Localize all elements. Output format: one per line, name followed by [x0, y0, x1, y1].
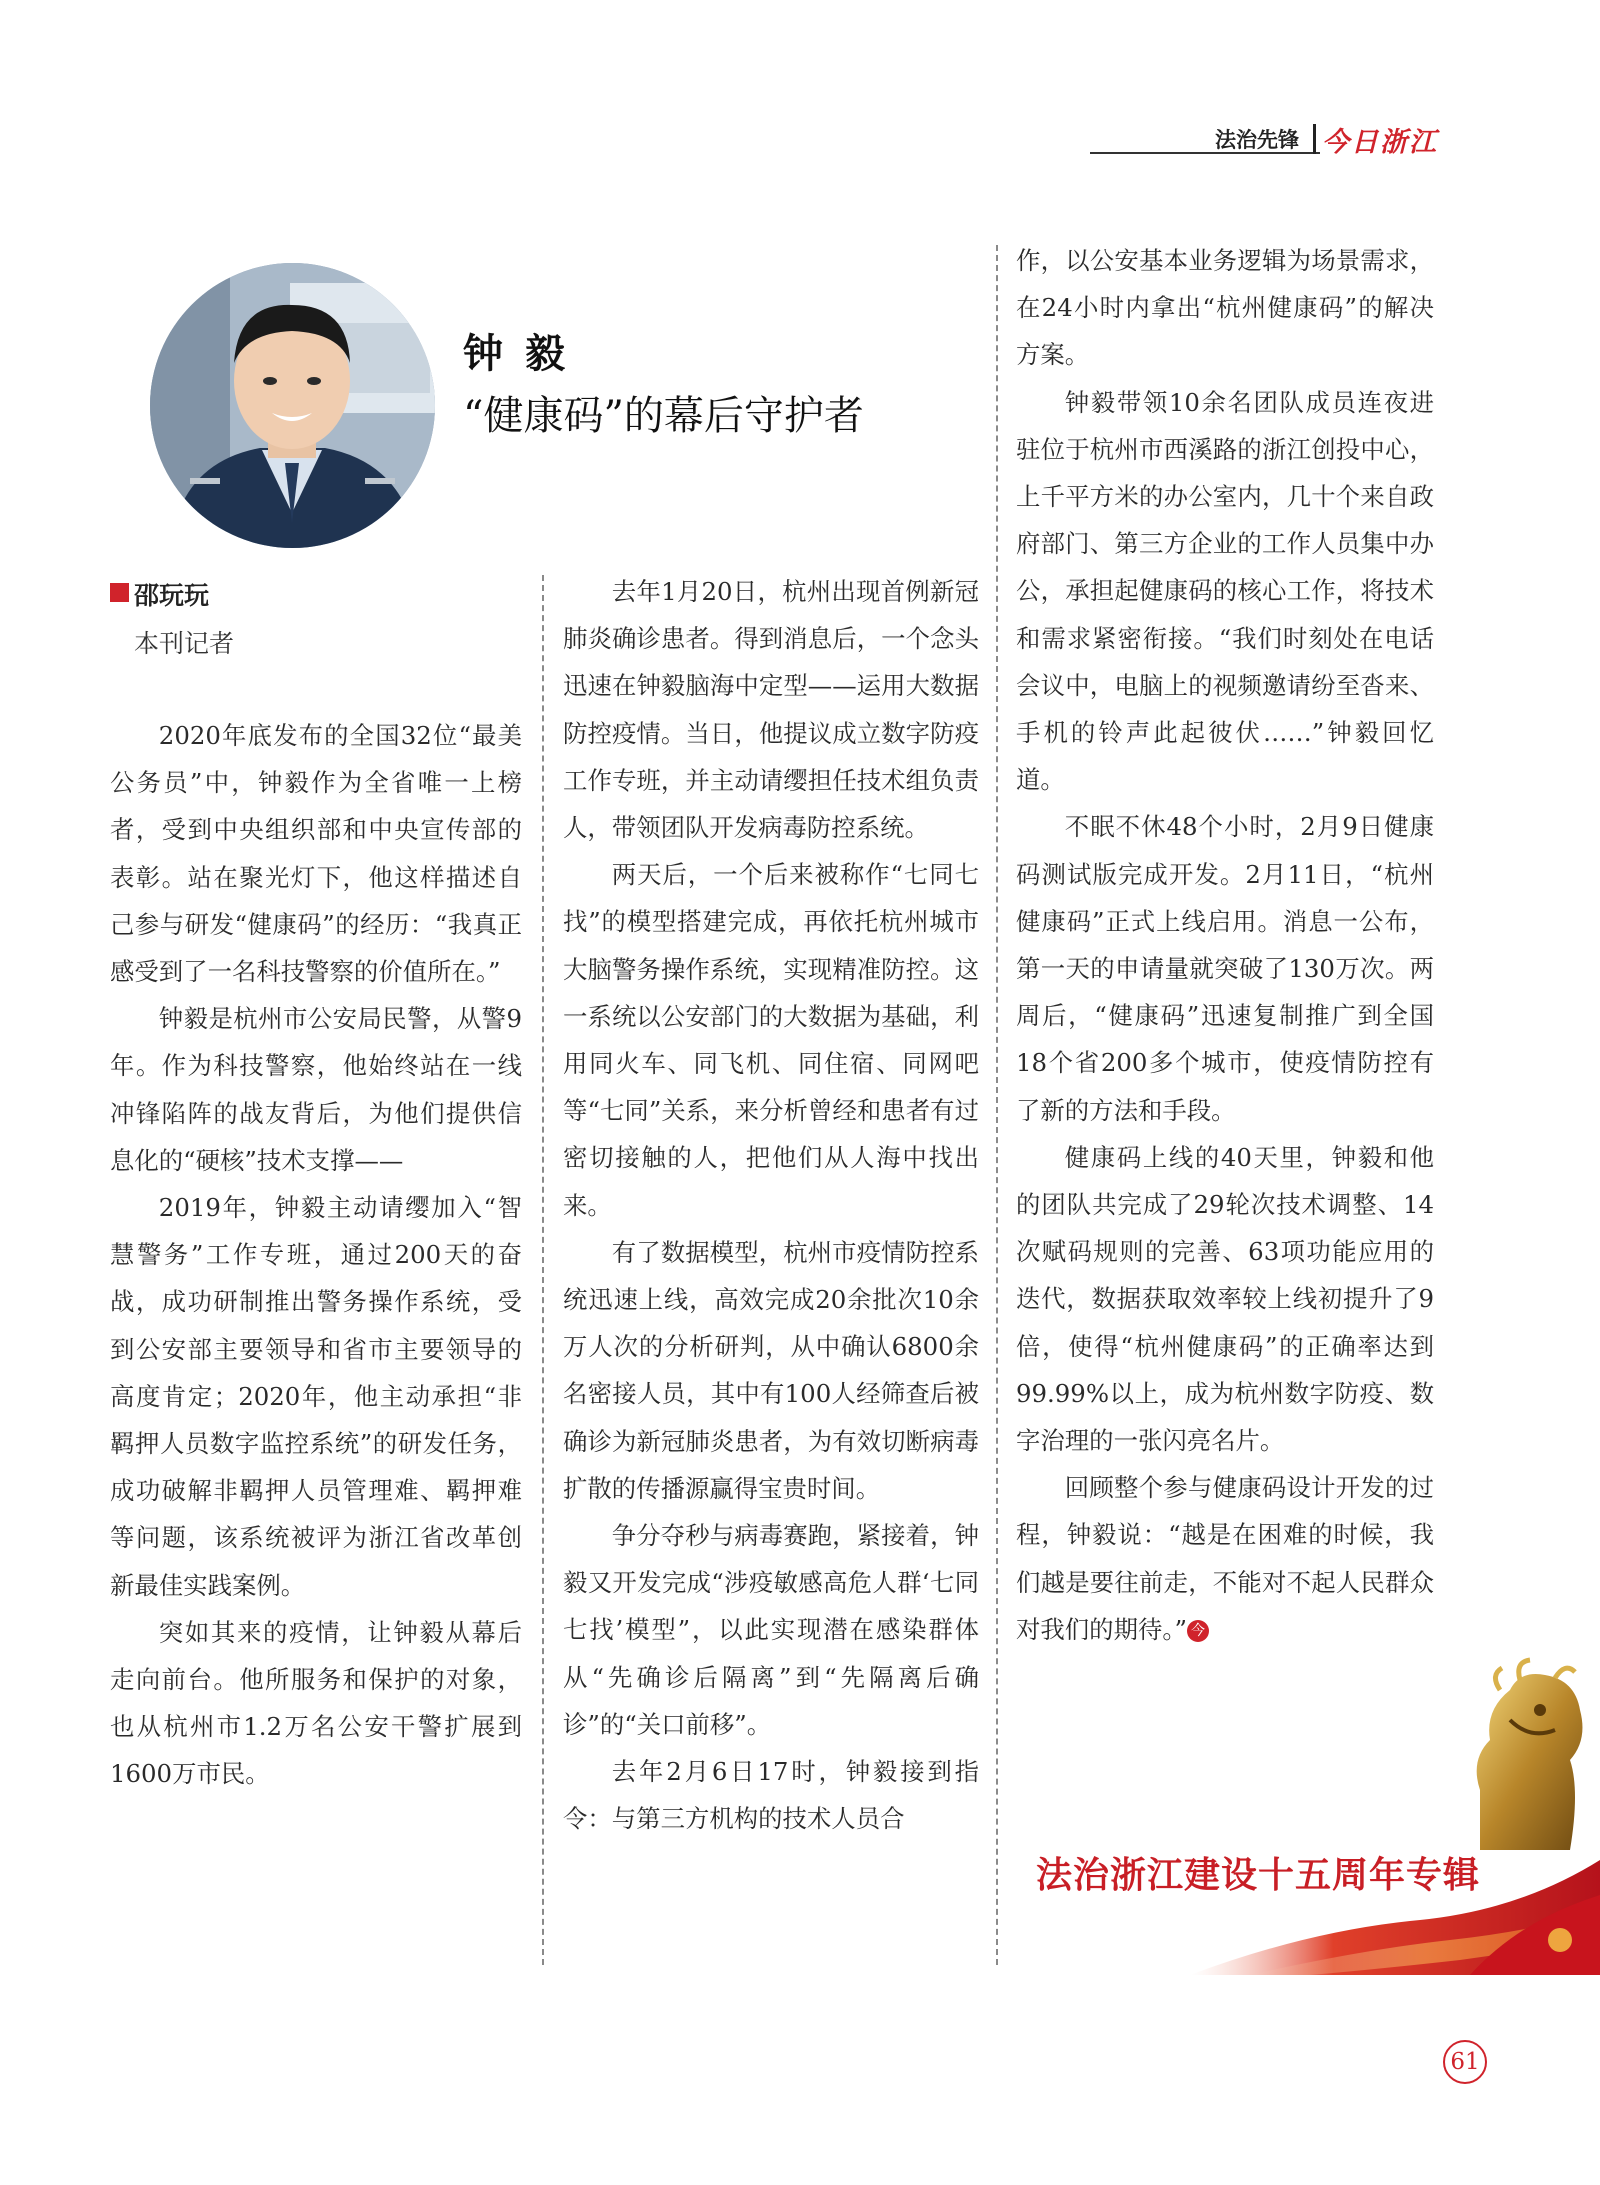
paragraph: 去年2月6日17时，钟毅接到指令：与第三方机构的技术人员合 — [563, 1757, 979, 1834]
end-mark-icon: 今 — [1187, 1620, 1209, 1642]
portrait-photo — [150, 263, 435, 548]
paragraph-text: 回顾整个参与健康码设计开发的过程，钟毅说：“越是在困难的时候，我们越是要往前走，不能对不起人民群众对我们的期待。” — [1016, 1473, 1434, 1644]
special-edition-banner: 法治浙江建设十五周年专辑 — [1036, 1855, 1481, 1896]
paragraph: 钟毅带领10余名团队成员连夜进驻位于杭州市西溪路的浙江创投中心，上千平方米的办公室内，几十个来自政府部门、第三方企业的工作人员集中办公，承担起健康码的核心工作，将技术和需求紧密衔接。“我们时刻处在电话会议中，电脑上的视频邀请纷至沓来、手机的铃声此起彼伏……”钟毅回忆道。 — [1016, 387, 1434, 795]
paragraph: 争分夺秒与病毒赛跑，紧接着，钟毅又开发完成“涉疫敏感高危人群‘七同七找’模型”，以此实现潜在感染群体从“先确诊后隔离”到“先隔离后确诊”的“关口前移”。 — [563, 1521, 979, 1739]
paragraph: 突如其来的疫情，让钟毅从幕后走向前台。他所服务和保护的对象，也从杭州市1.2万名公安干警扩展到1600万市民。 — [110, 1617, 522, 1789]
paragraph: 2019年，钟毅主动请缨加入“智慧警务”工作专班，通过200天的奋战，成功研制推出警务操作系统，受到公安部主要领导和省市主要领导的高度肯定；2020年，他主动承担“非羁押人员数字监控系统”的研发任务，成功破解非羁押人员管理难、羁押难等问题，该系统被评为浙江省改革创新最佳实践案例。 — [110, 1193, 522, 1600]
magazine-brand-logo: 今日浙江 — [1322, 127, 1438, 158]
paragraph: 不眠不休48个小时，2月9日健康码测试版完成开发。2月11日，“杭州健康码”正式上线启用。消息一公布，第一天的申请量就突破了130万次。两周后，“健康码”迅速复制推广到全国18个省200多个城市，使疫情防控有了新的方法和手段。 — [1016, 812, 1434, 1125]
paragraph: 有了数据模型，杭州市疫情防控系统迅速上线，高效完成20余批次10余万人次的分析研判，从中确认6800余名密接人员，其中有100人经筛查后被确诊为新冠肺炎患者，为有效切断病毒扩散的传播源赢得宝贵时间。 — [563, 1237, 979, 1503]
article-column-3 — [1016, 237, 1434, 1653]
byline-role: 本刊记者 — [134, 629, 235, 658]
paragraph: 健康码上线的40天里，钟毅和他的团队共完成了29轮次技术调整、14次赋码规则的完善、63项功能应用的迭代，数据获取效率较上线初提升了9倍，使得“杭州健康码”的正确率达到99.99%以上，成为杭州数字防疫、数字治理的一张闪亮名片。 — [1016, 1142, 1434, 1456]
header-separator — [1313, 124, 1316, 154]
paragraph-continuation: 作，以公安基本业务逻辑为场景需求，在24小时内拿出“杭州健康码”的解决方案。 — [1016, 246, 1434, 370]
paragraph-last — [1016, 1464, 1434, 1653]
page-number: 61 — [1443, 2040, 1487, 2084]
article-column-1 — [110, 712, 522, 1798]
column-divider — [996, 245, 998, 1965]
byline-author: 邵玩玩 — [134, 581, 210, 610]
byline-marker — [110, 583, 129, 602]
paragraph: 2020年底发布的全国32位“最美公务员”中，钟毅作为全省唯一上榜者，受到中央组织部和中央宣传部的表彰。站在聚光灯下，他这样描述自己参与研发“健康码”的经历：“我真正感受到了一名科技警察的价值所在。” — [110, 721, 522, 987]
section-label: 法治先锋 — [1215, 128, 1299, 152]
paragraph: 钟毅是杭州市公安局民警，从警9年。作为科技警察，他始终站在一线冲锋陷阵的战友背后，为他们提供信息化的“硬核”技术支撑—— — [110, 1004, 522, 1175]
article-title-name: 钟毅 — [463, 331, 587, 377]
paragraph: 两天后，一个后来被称作“七同七找”的模型搭建完成，再依托杭州城市大脑警务操作系统，实现精准防控。这一系统以公安部门的大数据为基础，利用同火车、同飞机、同住宿、同网吧等“七同”关系，来分析曾经和患者有过密切接触的人，把他们从人海中找出来。 — [563, 860, 979, 1220]
column-divider — [542, 575, 544, 1965]
paragraph: 去年1月20日，杭州出现首例新冠肺炎确诊患者。得到消息后，一个念头迅速在钟毅脑海中定型——运用大数据防控疫情。当日，他提议成立数字防疫工作专班，并主动请缨担任技术组负责人，带领团队开发病毒防控系统。 — [563, 577, 979, 843]
article-column-2 — [563, 568, 979, 1842]
article-subtitle: “健康码”的幕后守护者 — [463, 393, 864, 439]
